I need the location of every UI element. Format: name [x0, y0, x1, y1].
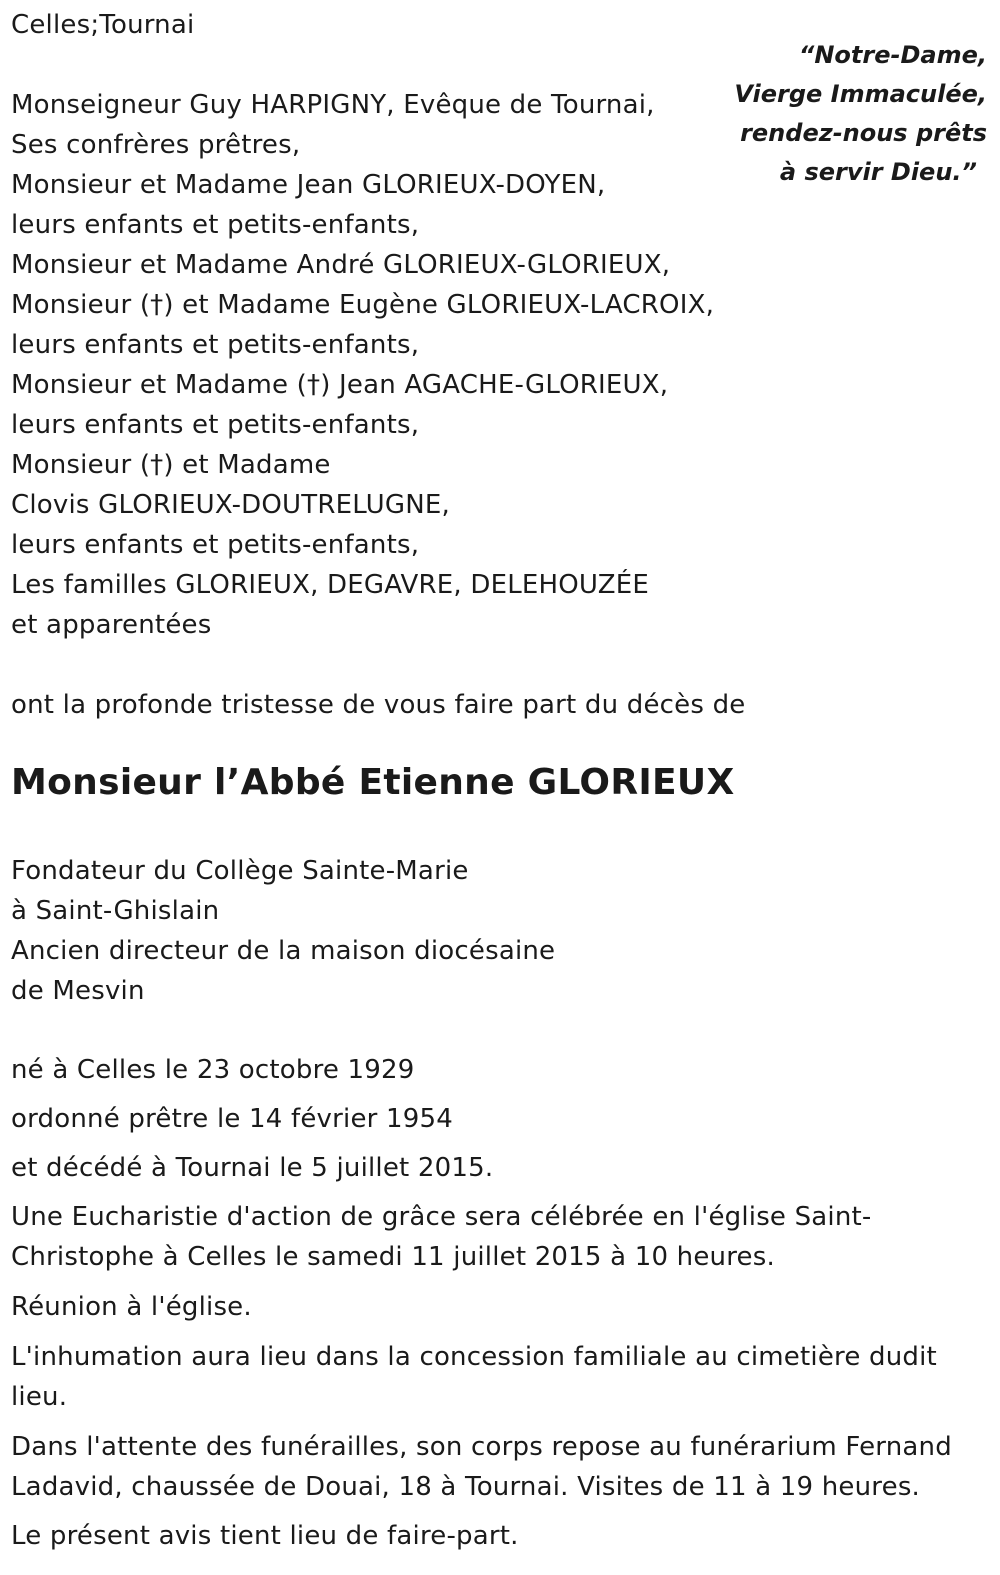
family-line: leurs enfants et petits-enfants, [11, 330, 420, 360]
family-line: et apparentées [11, 610, 212, 640]
birth-date: né à Celles le 23 octobre 1929 [11, 1055, 415, 1085]
location-header: Celles;Tournai [11, 10, 195, 40]
family-line: Ses confrères prêtres, [11, 130, 301, 160]
role-line: Fondateur du Collège Sainte-Marie [11, 856, 469, 886]
family-line: Monseigneur Guy HARPIGNY, Evêque de Tournai, [11, 90, 655, 120]
role-line: à Saint-Ghislain [11, 896, 220, 926]
role-line: Ancien directeur de la maison diocésaine [11, 936, 556, 966]
family-line: Monsieur et Madame (†) Jean AGACHE-GLORIEUX, [11, 370, 669, 400]
prayer-quote [707, 36, 987, 192]
family-line: Les familles GLORIEUX, DEGAVRE, DELEHOUZÉE [11, 570, 649, 600]
ordination-date: ordonné prêtre le 14 février 1954 [11, 1104, 453, 1134]
family-line: leurs enfants et petits-enfants, [11, 530, 420, 560]
role-line: de Mesvin [11, 976, 145, 1006]
family-line: Monsieur (†) et Madame [11, 450, 331, 480]
mass-details: Une Eucharistie d'action de grâce sera célébrée en l'église Saint-Christophe à Celles le samedi 11 juillet 2015 à 10 heures. [11, 1202, 872, 1272]
quote-line: rendez-nous prêts [740, 119, 987, 147]
funeral-home-details: Dans l'attente des funérailles, son corps repose au funérarium Fernand Ladavid, chaussée de Douai, 18 à Tournai. Visites de 11 à 19 heures. [11, 1432, 952, 1502]
family-line: Monsieur et Madame Jean GLORIEUX-DOYEN, [11, 170, 606, 200]
quote-line: Vierge Immaculée, [734, 80, 987, 108]
family-line: leurs enfants et petits-enfants, [11, 410, 420, 440]
family-line: Monsieur (†) et Madame Eugène GLORIEUX-LACROIX, [11, 290, 715, 320]
closing-note: Le présent avis tient lieu de faire-part. [11, 1521, 519, 1551]
quote-line: “Notre-Dame, [798, 41, 987, 69]
meeting-details: Réunion à l'église. [11, 1292, 252, 1322]
announcement-text: ont la profonde tristesse de vous faire part du décès de [11, 690, 746, 720]
family-line: leurs enfants et petits-enfants, [11, 210, 420, 240]
burial-details: L'inhumation aura lieu dans la concession familiale au cimetière dudit lieu. [11, 1342, 937, 1412]
family-line: Clovis GLORIEUX-DOUTRELUGNE, [11, 490, 450, 520]
death-date: et décédé à Tournai le 5 juillet 2015. [11, 1153, 494, 1183]
family-line: Monsieur et Madame André GLORIEUX-GLORIEUX, [11, 250, 671, 280]
deceased-name: Monsieur l’Abbé Etienne GLORIEUX [11, 762, 735, 803]
quote-line: à servir Dieu.” [779, 158, 977, 186]
